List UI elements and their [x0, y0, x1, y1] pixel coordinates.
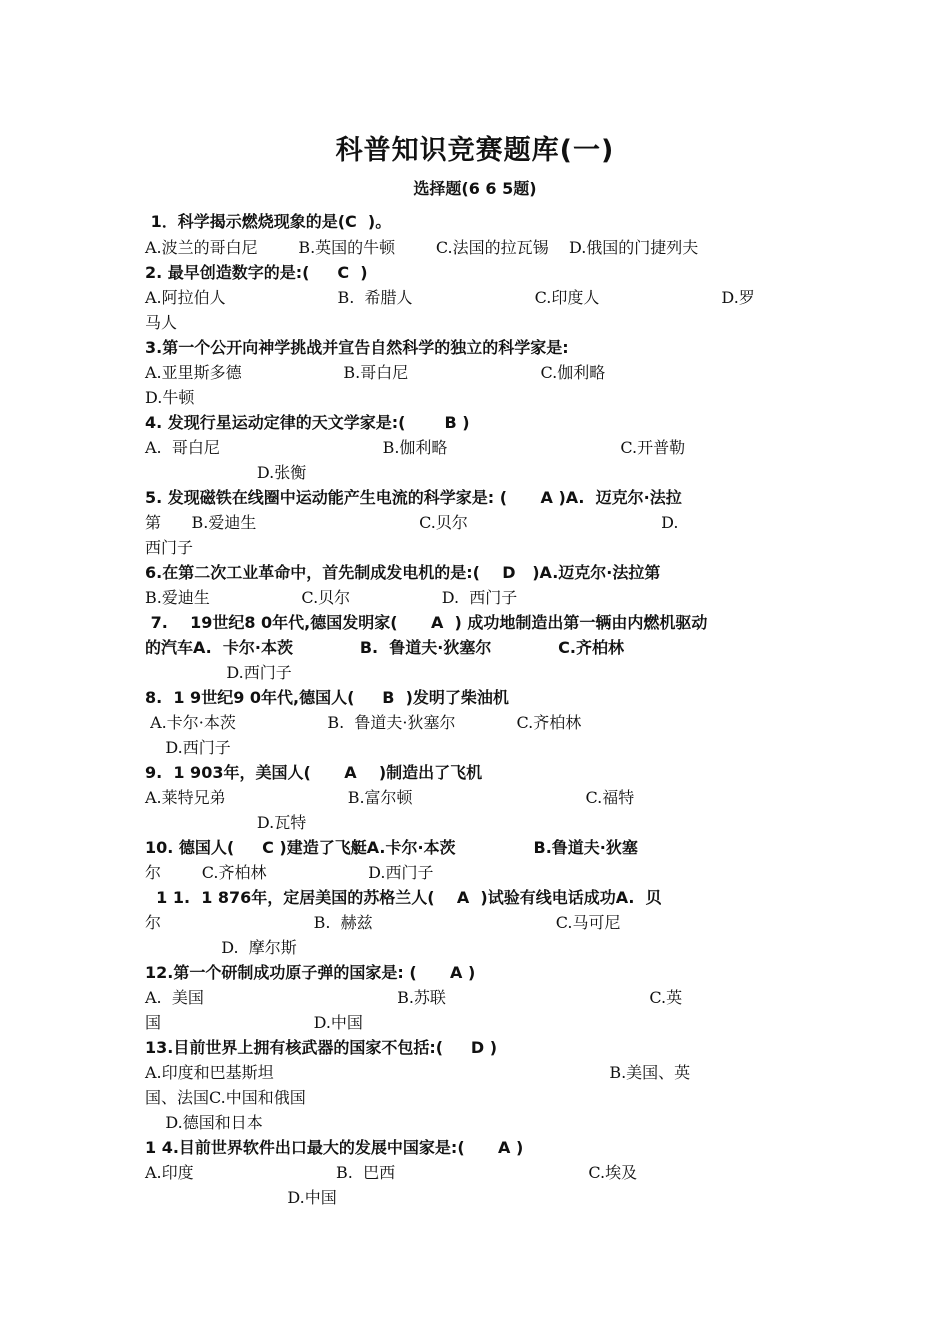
- question-11: 1 1. 1 876年，定居美国的苏格兰人( A )试验有线电话成功A. 贝: [145, 888, 662, 907]
- question-6: 6.在第二次工业革命中，首先制成发电机的是:( D )A.迈克尔·法拉第: [145, 563, 661, 582]
- options-4: A. 哥白尼 B.伽利略 C.开普勒: [145, 438, 686, 457]
- options-3: A.亚里斯多德 B.哥白尼 C.伽利略: [145, 363, 606, 382]
- options-5: 第 B.爱迪生 C.贝尔 D.: [145, 513, 679, 532]
- question-13: 13.目前世界上拥有核武器的国家不包括:( D ): [145, 1038, 498, 1057]
- options-10: 尔 C.齐柏林 D.西门子: [145, 863, 434, 882]
- options-12: A. 美国 B.苏联 C.英: [145, 988, 683, 1007]
- options-13-cont: 国、法国C.中国和俄国: [145, 1088, 306, 1107]
- options-1: A.波兰的哥白尼 B.英国的牛顿 C.法国的拉瓦锡 D.俄国的门捷列夫: [145, 238, 699, 257]
- document-title: 科普知识竞赛题库(一): [335, 135, 615, 166]
- question-7: 7. 19世纪8 0年代,德国发明家( A ) 成功地制造出第一辆由内燃机驱动: [145, 613, 708, 632]
- options-14: A.印度 B. 巴西 C.埃及: [145, 1163, 638, 1182]
- question-9: 9. 1 903年，美国人( A )制造出了飞机: [145, 763, 483, 782]
- options-12-cont: 国 D.中国: [145, 1013, 363, 1032]
- options-2: A.阿拉伯人 B. 希腊人 C.印度人 D.罗: [145, 288, 755, 307]
- options-11-cont: D. 摩尔斯: [145, 938, 297, 957]
- question-4: 4. 发现行星运动定律的天文学家是:( B ): [145, 413, 470, 432]
- question-2: 2. 最早创造数字的是:( C ): [145, 263, 368, 282]
- options-7: D.西门子: [145, 663, 292, 682]
- options-13-cont-2: D.德国和日本: [145, 1113, 263, 1132]
- options-13: A.印度和巴基斯坦 B.美国、英: [145, 1063, 691, 1082]
- options-6: B.爱迪生 C.贝尔 D. 西门子: [145, 588, 518, 607]
- question-14: 1 4.目前世界软件出口最大的发展中国家是:( A ): [145, 1138, 524, 1157]
- question-10: 10. 德国人( C )建造了飞艇A.卡尔·本茨 B.鲁道夫·狄塞: [145, 838, 638, 857]
- question-8: 8. 1 9世纪9 0年代,德国人( B )发明了柴油机: [145, 688, 509, 707]
- options-9-cont: D.瓦特: [145, 813, 307, 832]
- question-1: 1．科学揭示燃烧现象的是(C )。: [145, 212, 392, 231]
- question-12: 12.第一个研制成功原子弹的国家是: ( A ): [145, 963, 476, 982]
- question-5: 5. 发现磁铁在线圈中运动能产生电流的科学家是: ( A )A. 迈克尔·法拉: [145, 488, 682, 507]
- options-2-cont: 马人: [145, 313, 178, 332]
- options-3-cont: D.牛顿: [145, 388, 195, 407]
- options-9: A.莱特兄弟 B.富尔顿 C.福特: [145, 788, 635, 807]
- options-4-cont: D.张衡: [145, 463, 307, 482]
- options-8-cont: D.西门子: [145, 738, 231, 757]
- options-5-cont: 西门子: [145, 538, 194, 557]
- options-8: A.卡尔·本茨 B. 鲁道夫·狄塞尔 C.齐柏林: [145, 713, 582, 732]
- question-3: 3.第一个公开向神学挑战并宣告自然科学的独立的科学家是:: [145, 338, 569, 357]
- document-subtitle: 选择题(6 6 5题): [413, 179, 537, 198]
- question-7-cont: 的汽车A. 卡尔·本茨 B. 鲁道夫·狄塞尔 C.齐柏林: [145, 638, 624, 657]
- options-14-cont: D.中国: [145, 1188, 337, 1207]
- options-11: 尔 B. 赫兹 C.马可尼: [145, 913, 621, 932]
